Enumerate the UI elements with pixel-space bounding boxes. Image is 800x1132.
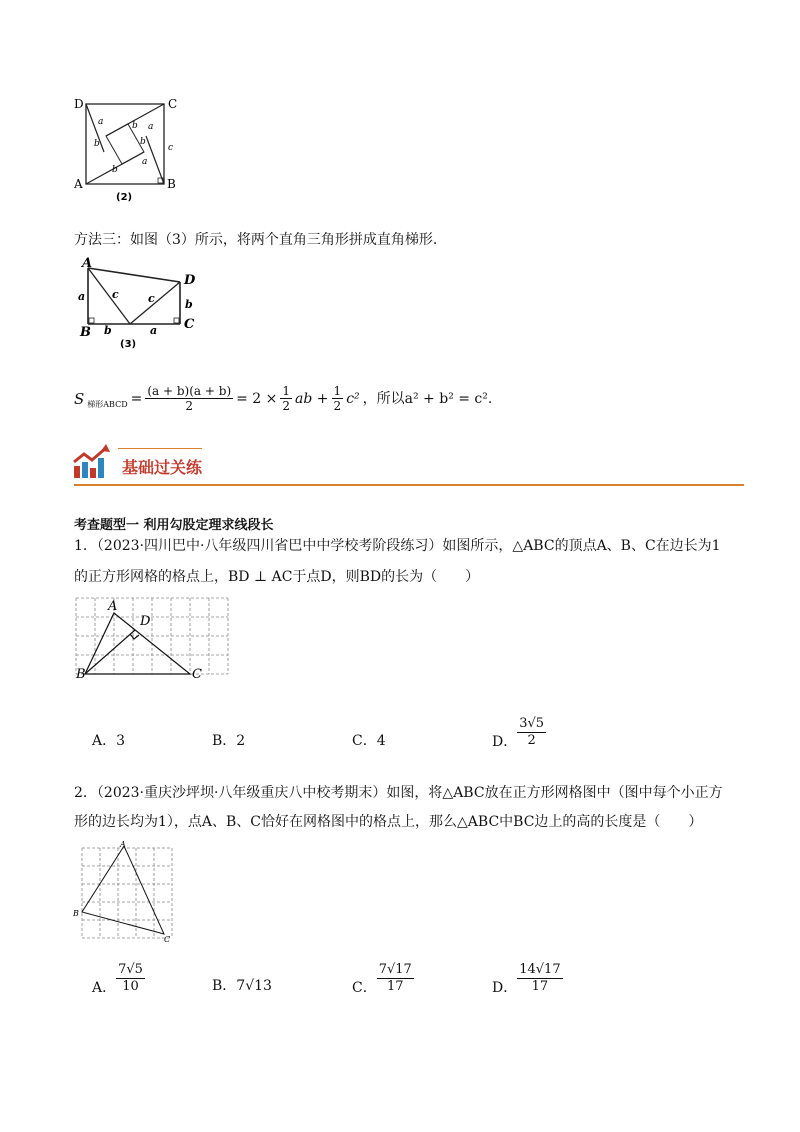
fig2-b3: b	[140, 137, 146, 147]
q1-label-d: D	[140, 614, 151, 629]
fig3-label-c: C	[184, 317, 195, 332]
fig2-label-d: D	[74, 97, 84, 111]
fig2-label-b: B	[167, 177, 176, 191]
topic-heading: 考查题型一 利用勾股定理求线段长	[74, 518, 274, 533]
area-formula	[74, 384, 492, 413]
fig2-a3: a	[142, 157, 148, 167]
formula-tail: c²	[346, 390, 360, 407]
q2-option-a-frac: $\frac{7√5}{10}$	[118, 961, 143, 994]
q1-label-a: A	[108, 599, 118, 614]
formula-conclusion: ，所以a² + b² = c².	[362, 390, 493, 407]
fig2-b2: b	[132, 121, 138, 131]
fig2-label-a: A	[74, 177, 83, 191]
q2-option-d-label: D．	[492, 980, 518, 996]
q1-line2: 的正方形网格的格点上，BD ⊥ AC于点D，则BD的长为（ ）	[74, 569, 480, 585]
formula-sub: 梯形ABCD	[87, 399, 128, 409]
fig2-a2: a	[148, 122, 154, 132]
section-title: 基础过关练	[122, 458, 203, 477]
section-divider	[74, 484, 744, 486]
q2-option-d-frac: $\frac{14√17}{17}$	[519, 961, 561, 994]
q1-option-d-frac: $\frac{3√5}{2}$	[519, 715, 545, 748]
q2-label-a: A	[120, 840, 126, 849]
fig2-c: c	[168, 143, 174, 153]
fig3-c2: c	[148, 292, 155, 305]
fig3-b2: b	[185, 298, 193, 311]
q1-grid-figure	[72, 594, 232, 680]
q2-option-a-label: A．	[92, 980, 117, 996]
q2-option-c[interactable]	[352, 958, 414, 998]
q1-option-d-label: D．	[492, 734, 518, 750]
fig3-b1: b	[104, 324, 112, 337]
q1-label-b: B	[76, 667, 86, 680]
q1-option-d[interactable]	[492, 712, 546, 752]
method3-text: 方法三：如图（3）所示，将两个直角三角形拼成直角梯形.	[74, 232, 438, 248]
q1-option-b[interactable]: B．2	[212, 733, 246, 749]
q2-label-c: C	[164, 935, 171, 944]
formula-frac1: $\frac{(a + b)(a + b)}{2}$	[147, 384, 232, 413]
fig2-b4: b	[112, 165, 118, 175]
chart-growth-icon	[72, 444, 112, 480]
fig3-caption: (3)	[120, 339, 137, 350]
figure-3-trapezoid	[74, 254, 204, 350]
q2-line1: 2．（2023·重庆沙坪坝·八年级重庆八中校考期末）如图，将△ABC放在正方形网格图中（图中每个小正方	[74, 785, 723, 801]
fig3-a1: a	[78, 290, 86, 303]
q2-option-c-label: C．	[352, 980, 377, 996]
fig2-a1: a	[98, 117, 104, 127]
fig3-label-b: B	[80, 325, 91, 340]
q2-option-c-frac: $\frac{7√17}{17}$	[378, 961, 412, 994]
q2-grid-figure	[72, 838, 182, 948]
formula-eq1: =	[130, 390, 143, 407]
fig3-a2: a	[150, 324, 158, 337]
formula-frac3: $\frac{1}{2}$	[333, 384, 342, 413]
fig3-label-a: A	[82, 256, 93, 271]
fig2-caption: (2)	[116, 192, 133, 203]
formula-mid: ab +	[295, 390, 329, 407]
q1-label-c: C	[192, 667, 202, 680]
q1-option-c[interactable]: C．4	[352, 733, 386, 749]
fig2-b1: b	[94, 139, 100, 149]
formula-s: S	[74, 389, 85, 408]
section-title-underline	[118, 448, 202, 449]
fig3-label-d: D	[184, 273, 196, 288]
figure-2-square	[68, 96, 188, 208]
formula-eq2: = 2 ×	[236, 390, 278, 407]
q1-line1: 1．（2023·四川巴中·八年级四川省巴中中学校考阶段练习）如图所示，△ABC的顶点A、B、C在边长为1	[74, 538, 721, 554]
q2-label-b: B	[73, 909, 79, 918]
q2-option-b[interactable]: B．7√13	[212, 978, 272, 994]
q2-option-d[interactable]	[492, 958, 563, 998]
q2-option-a[interactable]	[92, 958, 145, 998]
fig3-c1: c	[112, 288, 119, 301]
formula-frac2: $\frac{1}{2}$	[282, 384, 291, 413]
q2-line2: 形的边长均为1），点A、B、C恰好在网格图中的格点上，那么△ABC中BC边上的高的长度是（ ）	[74, 814, 703, 830]
q1-option-a[interactable]: A．3	[92, 733, 126, 749]
fig2-label-c: C	[168, 97, 178, 111]
